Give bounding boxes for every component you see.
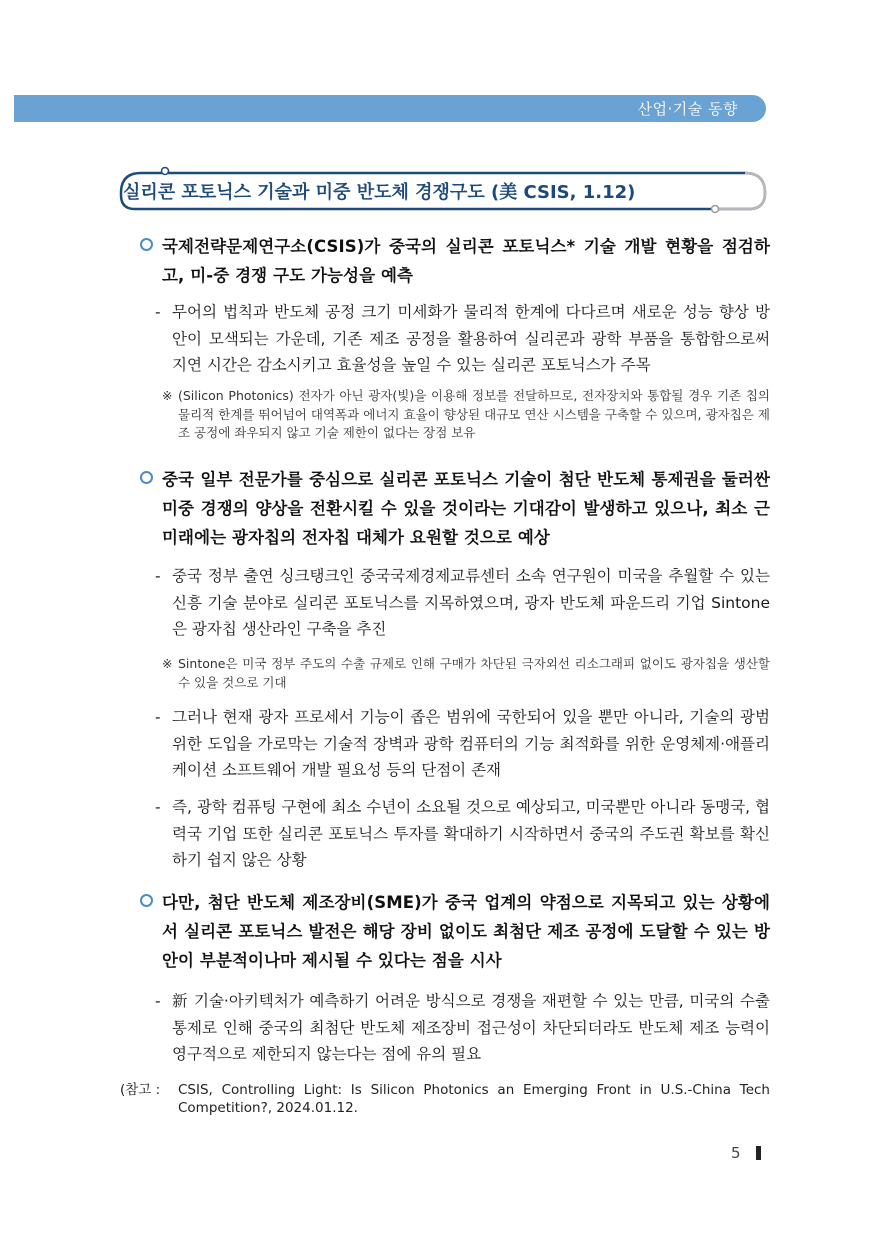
dash-marker: -: [155, 992, 161, 1010]
reference: [120, 1081, 770, 1117]
dash-marker: -: [155, 303, 161, 321]
bullet-item-1: [140, 232, 770, 290]
bullet-text: 국제전략문제연구소(CSIS)가 중국의 실리콘 포토닉스* 기술 개발 현황을 점검하고, 미-중 경쟁 구도 가능성을 예측: [162, 237, 770, 285]
dash-item-2-2: [155, 704, 770, 784]
bullet-item-2: [140, 465, 770, 552]
header-bar: [14, 95, 766, 122]
bullet-text: 다만, 첨단 반도체 제조장비(SME)가 중국 업계의 약점으로 지목되고 있는 상황에서 실리콘 포토닉스 발전은 해당 장비 없이도 최첨단 제조 공정에 도달할 수 있는 방안이 부분적이나마 제시될 수 있다는 점을 시사: [162, 893, 770, 970]
page-number-mark: [756, 1146, 761, 1160]
note-text: (Silicon Photonics) 전자가 아닌 광자(빛)을 이용해 정보를 전달하므로, 전자장치와 통합될 경우 기존 칩의 물리적 한계를 뛰어넘어 대역폭과 에너지 효율이 향상된 대규모 연산 시스템을 구축할 수 있으며, 광자칩은 제조 공정에 좌우되지 않고 기술 제한이 없다는 장점 보유: [178, 388, 770, 440]
circle-bullet-icon: [140, 471, 153, 484]
dash-item-3-1: [155, 988, 770, 1068]
title-frame-dot-right: [712, 206, 719, 213]
dash-marker: -: [155, 798, 161, 816]
section-title: 실리콘 포토닉스 기술과 미중 반도체 경쟁구도 (美 CSIS, 1.12): [123, 182, 636, 203]
reference-text: CSIS, Controlling Light: Is Silicon Photonics an Emerging Front in U.S.-China Tech Competition?, 2024.01.12.: [178, 1082, 770, 1116]
title-frame-dot-left: [162, 168, 169, 175]
circle-bullet-icon: [140, 238, 153, 251]
dash-text: 무어의 법칙과 반도체 공정 크기 미세화가 물리적 한계에 다다르며 새로운 성능 향상 방안이 모색되는 가운데, 기존 제조 공정을 활용하여 실리콘과 광학 부품을 통합함으로써 지연 시간은 감소시키고 효율성을 높일 수 있는 실리콘 포토닉스가 주목: [172, 303, 770, 374]
dash-text: 新 기술·아키텍처가 예측하기 어려운 방식으로 경쟁을 재편할 수 있는 만큼, 미국의 수출 통제로 인해 중국의 최첨단 반도체 제조장비 접근성이 차단되더라도 반도체 제조 능력이 영구적으로 제한되지 않는다는 점에 유의 필요: [172, 992, 770, 1063]
dash-item-2-1: [155, 563, 770, 643]
dash-marker: -: [155, 567, 161, 585]
circle-bullet-icon: [140, 894, 153, 907]
header-label: 산업·기술 동향: [637, 100, 738, 118]
dash-text: 그러나 현재 광자 프로세서 기능이 좁은 범위에 국한되어 있을 뿐만 아니라, 기술의 광범위한 도입을 가로막는 기술적 장벽과 광학 컴퓨터의 기능 최적화를 위한 운영체제·애플리케이션 소프트웨어 개발 필요성 등의 단점이 존재: [172, 708, 770, 779]
note-marker: ※: [162, 656, 173, 671]
dash-marker: -: [155, 708, 161, 726]
dash-text: 즉, 광학 컴퓨팅 구현에 최소 수년이 소요될 것으로 예상되고, 미국뿐만 아니라 동맹국, 협력국 기업 또한 실리콘 포토닉스 투자를 확대하기 시작하면서 중국의 주도권 확보를 확신하기 쉽지 않은 상황: [172, 798, 770, 869]
note-marker: ※: [162, 388, 173, 403]
title-frame-accent: [715, 173, 765, 209]
page-number: 5: [731, 1144, 741, 1162]
dash-item-2-3: [155, 794, 770, 874]
note-text: Sintone은 미국 정부 주도의 수출 규제로 인해 구매가 차단된 극자외선 리소그래피 없이도 광자칩을 생산할 수 있을 것으로 기대: [178, 656, 770, 690]
note-item-2: [162, 655, 770, 692]
dash-item-1-1: [155, 299, 770, 379]
dash-text: 중국 정부 출연 싱크탱크인 중국국제경제교류센터 소속 연구원이 미국을 추월할 수 있는 신흥 기술 분야로 실리콘 포토닉스를 지목하였으며, 광자 반도체 파운드리 기업 Sintone은 광자칩 생산라인 구축을 추진: [172, 567, 770, 638]
bullet-text: 중국 일부 전문가를 중심으로 실리콘 포토닉스 기술이 첨단 반도체 통제권을 둘러싼 미중 경쟁의 양상을 전환시킬 수 있을 것이라는 기대감이 발생하고 있으나, 최소 근미래에는 광자칩의 전자칩 대체가 요원할 것으로 예상: [162, 470, 770, 547]
bullet-item-3: [140, 888, 770, 975]
reference-label: (참고 :: [120, 1082, 161, 1098]
note-item-1: [162, 387, 770, 443]
